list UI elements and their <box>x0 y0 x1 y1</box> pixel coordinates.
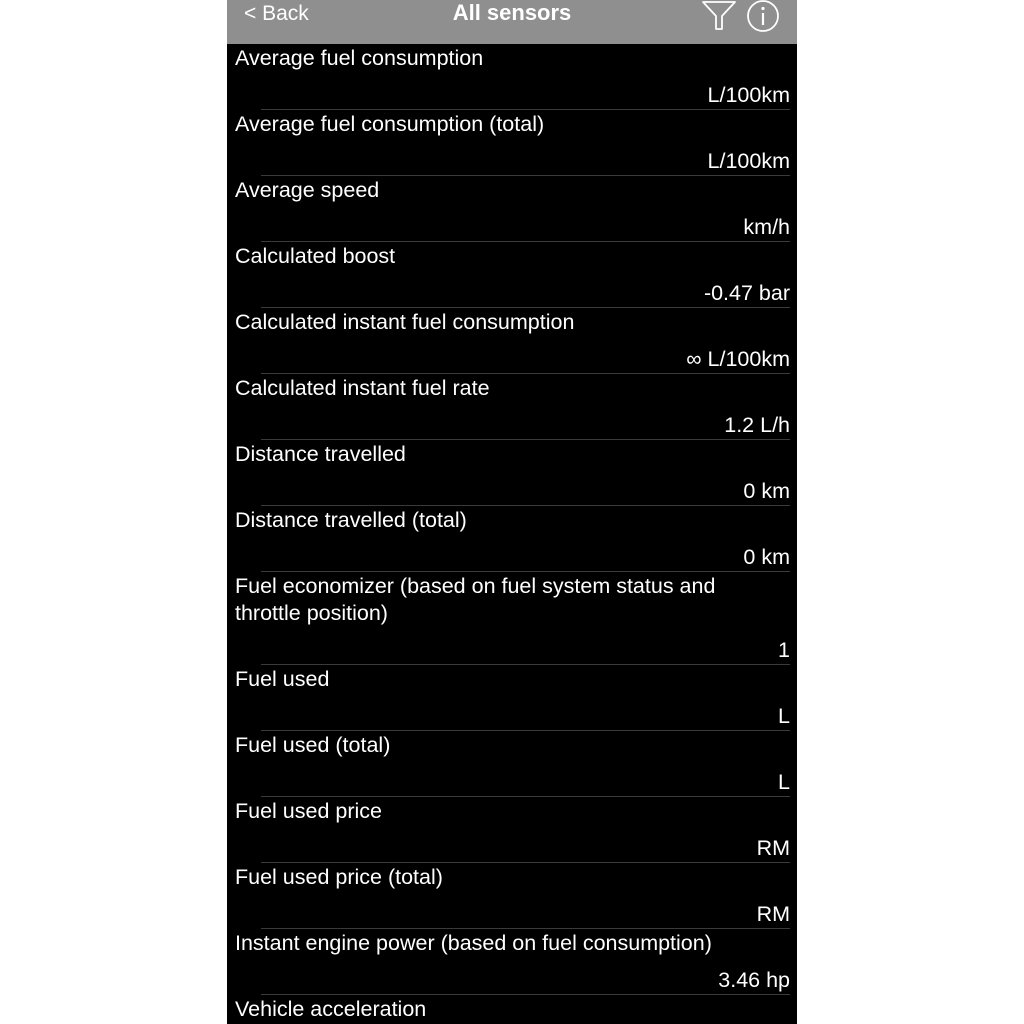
sensor-label: Instant engine power (based on fuel consumption) <box>235 931 712 955</box>
navigation-bar <box>227 0 797 44</box>
app-screen <box>227 0 797 1024</box>
sensor-row[interactable] <box>227 308 797 374</box>
sensor-label: Fuel used <box>235 667 330 691</box>
sensor-row[interactable] <box>227 731 797 797</box>
sensor-row[interactable] <box>227 242 797 308</box>
sensor-value: 3.46 hp <box>718 968 790 992</box>
sensor-value: 1.2 L/h <box>724 413 790 437</box>
sensor-list <box>227 44 797 1024</box>
sensor-label: Calculated instant fuel rate <box>235 376 490 400</box>
sensor-row[interactable] <box>227 863 797 929</box>
sensor-value: RM <box>756 902 790 926</box>
sensor-value: ∞ L/100km <box>686 347 790 371</box>
sensor-value: km/h <box>743 215 790 239</box>
sensor-value: L/100km <box>707 83 790 107</box>
sensor-row[interactable] <box>227 665 797 731</box>
sensor-row[interactable] <box>227 110 797 176</box>
sensor-label: Fuel used (total) <box>235 733 391 757</box>
sensor-value: RM <box>756 836 790 860</box>
sensor-label: Distance travelled (total) <box>235 508 467 532</box>
sensor-value: 0 km <box>743 479 790 503</box>
sensor-label: Calculated boost <box>235 244 396 268</box>
filter-funnel-icon[interactable] <box>701 0 737 32</box>
sensor-label: Fuel used price (total) <box>235 865 443 889</box>
sensor-row[interactable] <box>227 44 797 110</box>
sensor-value: -0.47 bar <box>703 281 790 305</box>
sensor-value: 1 <box>778 638 790 662</box>
sensor-label: Average fuel consumption <box>235 46 484 70</box>
page-title: All sensors <box>452 0 572 25</box>
sensor-row[interactable] <box>227 995 797 1024</box>
sensor-label: Fuel used price <box>235 799 382 823</box>
sensor-label: Calculated instant fuel consumption <box>235 310 575 334</box>
sensor-row[interactable] <box>227 440 797 506</box>
sensor-value: L <box>778 770 790 794</box>
sensor-row[interactable] <box>227 506 797 572</box>
sensor-label: Average speed <box>235 178 380 202</box>
sensor-row[interactable] <box>227 797 797 863</box>
sensor-value: L <box>778 704 790 728</box>
info-circle-icon[interactable] <box>745 0 781 34</box>
back-button[interactable]: < Back <box>244 2 309 25</box>
sensor-value: 0 km <box>743 545 790 569</box>
sensor-label: Average fuel consumption (total) <box>235 112 545 136</box>
sensor-row[interactable] <box>227 929 797 995</box>
sensor-row[interactable] <box>227 572 797 665</box>
sensor-row[interactable] <box>227 374 797 440</box>
sensor-row[interactable] <box>227 176 797 242</box>
sensor-label: Fuel economizer (based on fuel system status and throttle position) <box>235 574 716 625</box>
sensor-value: L/100km <box>707 149 790 173</box>
sensor-label: Distance travelled <box>235 442 406 466</box>
sensor-label: Vehicle acceleration <box>235 997 427 1021</box>
